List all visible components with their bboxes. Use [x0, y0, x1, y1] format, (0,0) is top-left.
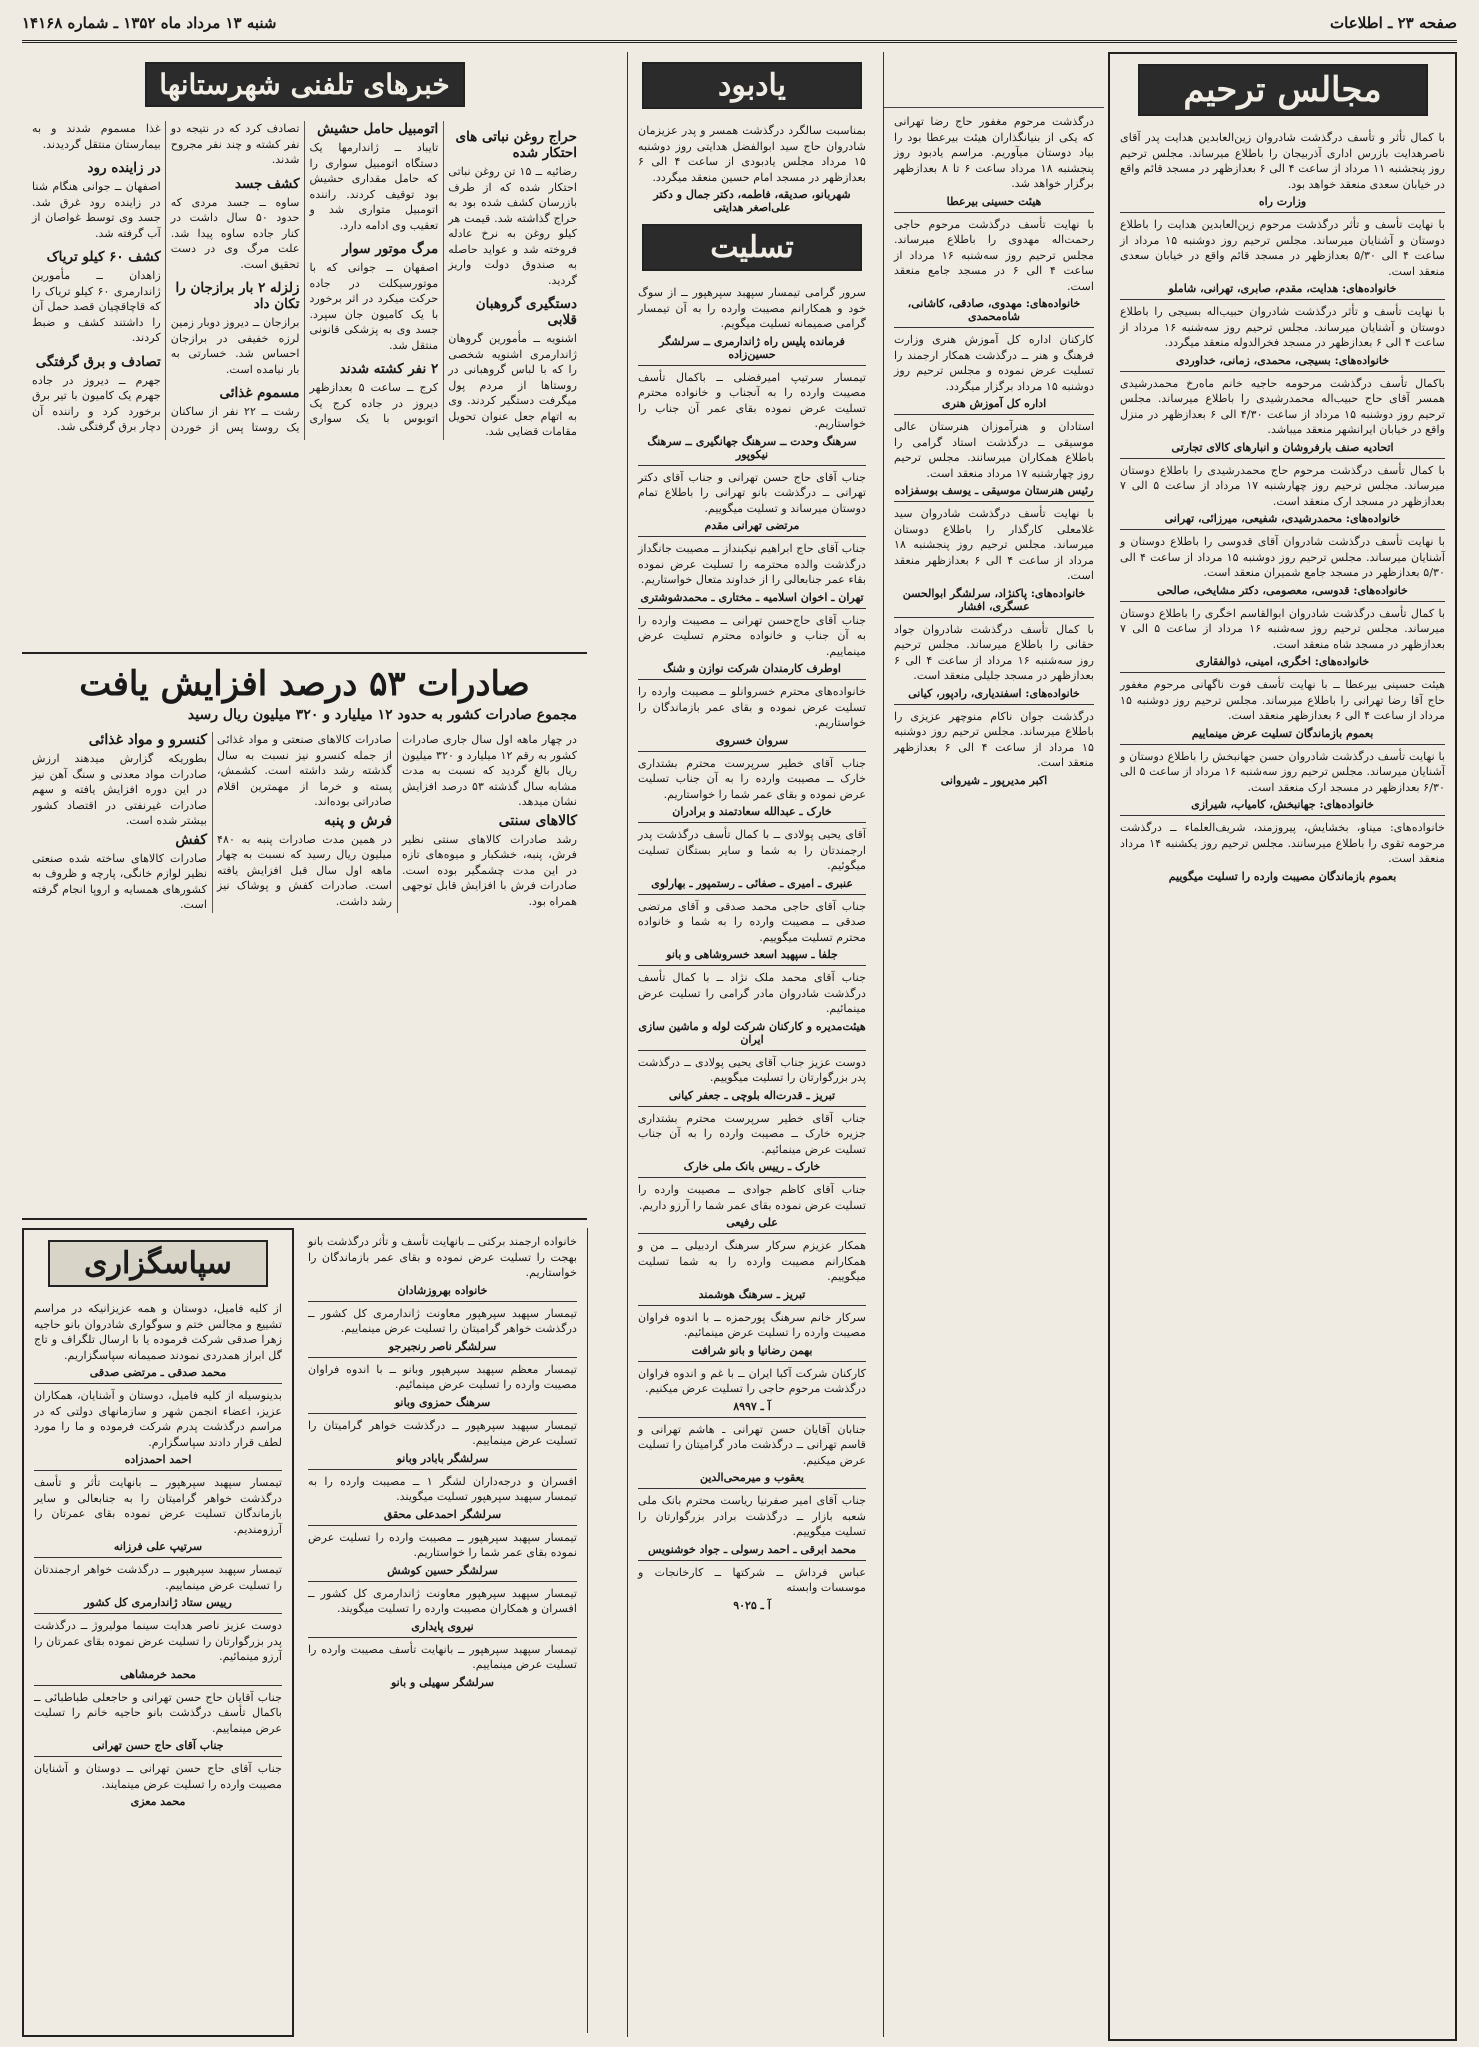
col2-notices: [884, 108, 1104, 787]
notice: تیمسار سپهبد سپرهپور ــ بانهایت تأسف مصیبت وارده را تسلیت عرض مینماییم. سرلشگر سهیلی و بانو: [308, 1642, 577, 1689]
notice: جناب آقای محمد ملک نژاد ــ با کمال تأسف درگذشت شادروان مادر گرامی را تسلیت عرض مینمائیم. هیئت‌مدیره و کارکنان شرکت لوله و ماشین سازی ایران: [638, 970, 866, 1051]
notice: درگذشت جوان ناکام منوچهر عزیزی را باطلاع میرساند. مجلس ترحیم روز دوشنبه ۱۵ مرداد از ساعت ۴ الی ۶ بعدازظهر منعقد است. اکبر مدیرپور ـ شیروانی: [894, 709, 1094, 787]
exports-subheading: مجموع صادرات کشور به حدود ۱۲ میلیارد و ۳۲۰ میلیون ریال رسید: [187, 707, 577, 723]
sepas-notices: [24, 1295, 292, 1808]
notice: با نهایت تأسف درگذشت شادروان آقای قدوسی را باطلاع دوستان و آشنایان میرساند. مجلس ترحیم روز دوشنبه ۱۵ مرداد از ساعت ۴ الی ۵/۳۰ بعدازظهر در مسجد جامع شمیران منعقد است. خانواده‌های: قدوسی، معصومی، دکتر مشایخی، صالحی: [1120, 534, 1445, 602]
majales-tarhim-section: [1108, 52, 1457, 2041]
exports-body: [22, 726, 587, 913]
exports-paragraph: در همین مدت صادرات پنبه به ۴۸۰ میلیون ریال رسید که نسبت به چهار ماهه اول سال قبل افزایش یافته است. صادرات کفش و پوشاک نیز رشد داشت.: [217, 832, 392, 908]
notice: با کمال تأثر و تأسف درگذشت شادروان زین‌العابدین هدایت پدر آقای ناصرهدایت بازرس اداری آذربیجان را باطلاع میرساند. مجلس ترحیم روز پنجشنبه ۱۱ مرداد از ساعت ۴ الی ۶ بعدازظهر در مسجد قائم واقع در خیابان سعدی منعقد خواهد بود. وزارت راه: [1120, 130, 1445, 213]
notice: استادان و هنرآموزان هنرستان عالی موسیقی ــ درگذشت استاد گرامی را باطلاع همکاران میرسانند. مجلس ترحیم روز چهارشنبه ۱۷ مرداد منعقد است. رئیس هنرستان موسیقی ـ یوسف بوسفزاده: [894, 419, 1094, 502]
notice: از کلیه فامیل، دوستان و همه عزیزانیکه در مراسم تشییع و مجالس ختم و سوگواری شادروان بانو حاجیه زهرا صدقی شرکت فرموده یا با ارسال تلگراف و تاج گل ابراز همدردی نمودند صمیمانه سپاسگزاریم. محمد صدقی ـ مرتضی صدقی: [34, 1301, 282, 1384]
notice: جناب آقای حاج‌حسن تهرانی ــ مصیبت وارده را به آن جناب و خانواده محترم تسلیت عرض مینماییم. اوطرف کارمندان شرکت نوازن و شنگ: [638, 613, 866, 681]
notice: باکمال تأسف درگذشت مرحومه حاجیه خانم ماه‌رخ محمدرشیدی همسر آقای حاج حبیب‌اله محمدرشیدی را باطلاع میرساند. مجلس ترحیم روز دوشنبه ۱۵ مرداد از ساعت ۴/۳۰ الی ۶ بعدازظهر در منزل واقع در خیابان ایرانشهر منعقد میباشد. اتحادیه صنف بارفروشان و انبارهای کالای تجارتی: [1120, 376, 1445, 459]
notice: جناب آقای خطیر سرپرست محترم بشتداری خارک ــ مصیبت وارده را به آن جناب تسلیت عرض نموده و بقای عمر شما را خواستاریم. خارک ـ عبدالله سعادتمند و برادران: [638, 756, 866, 824]
majales-notices: [1110, 124, 1455, 883]
news-item: مرگ موتور سوار اصفهان ــ جوانی که با موتورسیکلت در جاده حرکت میکرد در اثر برخورد با یک کامیون جان سپرد. جسد وی به پزشکی قانونی منتقل شد.: [309, 241, 439, 352]
telegraph-items: [22, 115, 587, 440]
notice: سرور گرامی تیمسار سپهبد سپرهپور ــ از سوگ خود و همکارانم مصیبت وارده را به آن تیمسار گرامی صمیمانه تسلیت میگویم. فرمانده پلیس راه ژاندارمری ــ سرلشگر حسین‌زاده: [638, 285, 866, 366]
notice: عباس فرداش ــ شرکتها ــ کارخانجات و موسسات وابسته آ ـ ۹۰۲۵: [638, 1565, 866, 1612]
news-item: دستگیری گروهبان قلابی اشنویه ــ مأمورین گروهان ژاندارمری اشنویه شخصی را که با لباس گروهبانی در روستاها از مردم پول میگرفت دستگیر کردند. وی به اتهام جعل عنوان تحویل مقامات قضایی شد.: [448, 296, 577, 438]
notice: تیمسار سپهبد سپرهپور معاونت ژاندارمری کل کشور ــ درگذشت خواهر گرامیتان را تسلیت عرض مینماییم. سرلشگر ناصر رنجبرجو: [308, 1306, 577, 1358]
notice: با کمال تأسف درگذشت شادروان جواد حقانی را باطلاع میرساند. مجلس ترحیم روز سه‌شنبه ۱۶ مرداد از ساعت ۴ الی ۶ بعدازظهر در مسجد جلیلی منعقد است. خانواده‌های: اسفندیاری، رادپور، کیانی: [894, 622, 1094, 705]
tasliat-banner: تسلیت: [642, 224, 862, 271]
notice: بمناسبت سالگرد درگذشت همسر و پدر عزیزمان شادروان حاج سید ابوالفضل هدایتی روز دوشنبه ۱۵ مرداد مجلس یادبودی از ساعت ۴ الی ۶ بعدازظهر در مسجد امام حسین منعقد میگردد. شهربانو، صدیقه، فاطمه، دکتر جمال و دکتر علی‌اصغر هدایتی: [638, 124, 866, 214]
news-item: حراج روغن نباتی های احتکار شده رضائیه ــ ۱۵ تن روغن نباتی احتکار شده که از طرف بازرسان کشف شده بود به حراج گذاشته شد. قیمت هر کیلو روغن به نرخ عادله فروخته شد و عواید حاصله به صندوق دولت واریز گردید.: [448, 129, 578, 287]
page-header: [22, 6, 1457, 43]
news-item: اتومبیل حامل حشیش تایباد ــ ژاندارمها یک دستگاه اتومبیل سواری را که حامل مقداری حشیش بود توقیف کردند. راننده اتومبیل متواری شد و تعقیب وی ادامه دارد.: [309, 121, 439, 232]
exports-paragraph: در چهار ماهه اول سال جاری صادرات کشور به رقم ۱۲ میلیارد و ۳۲۰ میلیون ریال بالغ گردید که نسبت به مدت مشابه سال گذشته ۵۳ درصد افزایش نشان میدهد.: [402, 733, 578, 808]
news-item: کشف جسد ساوه ــ جسد مردی که حدود ۵۰ سال داشت در کنار جاده ساوه پیدا شد. علت مرگ وی در دست تحقیق است.: [170, 175, 300, 271]
notice: تیمسار سرتیپ امیرفضلی ــ باکمال تأسف مصیبت وارده را به آنجناب و خانواده محترم تسلیت عرض نموده بقای عمر آن جناب را خواستاریم. سرهنگ وحدت ــ سرهنگ جهانگیری ــ سرهنگ نیکوپور: [638, 370, 866, 466]
notice: با نهایت تأسف درگذشت شادروان حسن جهانبخش را باطلاع دوستان و آشنایان میرساند. مجلس ترحیم روز سه‌شنبه ۱۶ مرداد از ساعت ۵ الی ۶/۳۰ بعدازظهر در مسجد ارک منعقد است. خانواده‌های: جهانبخش، کامیاب، شیرازی: [1120, 749, 1445, 817]
notice: دوست عزیز ناصر هدایت سینما مولیروژ ــ درگذشت پدر بزرگوارتان را تسلیت عرض نموده بقای عمرتان را آرزو مینمائیم. محمد خرمشاهی: [34, 1618, 282, 1686]
notice: با نهایت تأسف و تأثر درگذشت شادروان حبیب‌اله بسیجی را باطلاع دوستان و آشنایان میرساند. مجلس ترحیم روز سه‌شنبه ۱۶ مرداد از ساعت ۴ الی ۶ بعدازظهر در مسجد فخرالدوله منعقد میگردد. خانواده‌های: بسیجی، محمدی، زمانی، خداوردی: [1120, 304, 1445, 372]
notice: بدینوسیله از کلیه فامیل، دوستان و آشنایان، همکاران عزیز، اعضاء انجمن شهر و سازمانهای دولتی که در مراسم درگذشت پدرم شرکت فرموده و ما را مورد لطف قرار دادند سپاسگزارم. احمد احمدزاده: [34, 1388, 282, 1471]
notice: جناب آقایان حاج حسن تهرانی و حاجعلی طباطبائی ــ باکمال تأسف درگذشت بانو حاجیه خانم را تسلیت عرض مینماییم. جناب آقای حاج حسن تهرانی: [34, 1690, 282, 1758]
exports-paragraph: صادرات کالاهای ساخته شده صنعتی نظیر لوازم خانگی، پارچه و ظروف به کشورهای همسایه و اروپا انجام گرفته است.: [32, 851, 207, 911]
majales-tarhim-banner: مجالس ترحیم: [1138, 64, 1428, 116]
notice: جناب آقای کاظم جوادی ــ مصیبت وارده را تسلیت عرض نموده بقای عمر شما را آرزو داریم. علی رفیعی: [638, 1182, 866, 1234]
notice: جناب آقای امیر صفرنیا ریاست محترم بانک ملی شعبه بازار ــ درگذشت برادر بزرگوارتان را تسلیت میگوییم. محمد ابرقی ـ احمد رسولی ـ جواد خوشنویس: [638, 1493, 866, 1561]
notice: جناب آقای حاج ابراهیم نیکبنداز ــ مصیبت جانگداز درگذشت والده محترمه را تسلیت عرض نموده بقاء عمر جنابعالی را از خداوند متعال خواستاریم. تهران ـ اخوان اسلامیه ـ مختاری ـ محمدشوشتری: [638, 541, 866, 609]
notice: تیمسار سپهبد سپرهپور معاونت ژاندارمری کل کشور ــ افسران و همکاران مصیبت وارده را تسلیت میگویند. نیروی پایداری: [308, 1586, 577, 1638]
notice: با کمال تأسف درگذشت شادروان ابوالقاسم اخگری را باطلاع دوستان میرساند. مجلس ترحیم روز سه‌شنبه ۱۶ مرداد از ساعت ۵ الی ۷ بعدازظهر در مسجد شاه منعقد است. خانواده‌های: اخگری، امینی، ذوالفقاری: [1120, 606, 1445, 674]
news-item: مسموم غذائی رشت ــ ۲۲ نفر از ساکنان یک روستا پس از خوردن غذا مسموم شدند و به بیمارستان منتقل گردیدند.: [32, 122, 300, 434]
exports-subheading: کنسرو و مواد غذائی: [88, 732, 207, 748]
news-item: تصادف و برق گرفتگی جهرم ــ دیروز در جاده جهرم یک کامیون با تیر برق برخورد کرد و راننده آن دچار برق گرفتگی شد.: [32, 353, 161, 433]
news-item: زلزله ۲ بار برازجان را تکان داد برازجان ــ دیروز دوبار زمین لرزه خفیفی در برازجان احساس شد. خسارتی به بار نیامده است.: [170, 280, 300, 376]
notice: درگذشت مرحوم مغفور حاج رضا تهرانی که یکی از بنیانگذاران هیئت بیرعطا بود را بیاد دوستان میآوریم. مراسم یادبود روز پنجشنبه ۱۸ مرداد ساعت ۶ تا ۸ بعدازظهر برگزار خواهد شد. هیئت حسینی بیرعطا: [894, 114, 1094, 213]
header-page-number: صفحه ۲۳ ـ اطلاعات: [1330, 14, 1457, 32]
notice: خانواده‌های محترم خسروانلو ــ مصیبت وارده را تسلیت عرض نموده و بقای عمر بازماندگان را خواستاریم. سروان خسروی: [638, 684, 866, 752]
notice: تیمسار سپهبد سپرهپور ــ درگذشت خواهر ارجمندتان را تسلیت عرض مینماییم. رییس ستاد ژاندارمری کل کشور: [34, 1562, 282, 1614]
notice: با نهایت تأسف درگذشت مرحوم حاجی رحمت‌اله مهدوی را باطلاع میرساند. مجلس ترحیم روز سه‌شنبه ۱۶ مرداد از ساعت ۴ الی ۶ در مسجد جامع منعقد است. خانواده‌های: مهدوی، صادقی، کاشانی، شاه‌محمدی: [894, 217, 1094, 329]
notice: با نهایت تأسف و تأثر درگذشت مرحوم زین‌العابدین هدایت را باطلاع دوستان و آشنایان میرساند. مجلس ترحیم روز دوشنبه ۱۵ مرداد از ساعت ۴ الی ۵/۳۰ بعدازظهر در مسجد قائم واقع در خیابان سعدی منعقد است. خانواده‌های: هدایت، مقدم، صابری، تهرانی، شاملو: [1120, 217, 1445, 300]
notice: همکار عزیزم سرکار سرهنگ اردبیلی ــ من و همکارانم مصیبت وارده را به شما تسلیت میگوییم. تبریز ـ سرهنگ هوشمند: [638, 1238, 866, 1306]
notice: افسران و درجه‌داران لشگر ۱ ــ مصیبت وارده را به تیمسار سپهبد سپرهپور تسلیت میگویند. سرلشگر احمدعلی محقق: [308, 1474, 577, 1526]
exports-subheading: کالاهای سنتی: [498, 812, 577, 829]
exports-paragraph: بطوریکه گزارش میدهند ارزش صادرات مواد معدنی و سنگ آهن نیز در این دوره افزایش یافته و سهم صادرات غیرنفتی در اقتصاد کشور بیشتر شده است.: [32, 752, 207, 827]
notice: جناب آقای حاجی محمد صدقی و آقای مرتضی صدقی ــ مصیبت وارده را به شما و خانواده محترم تسلیت میگوییم. جلفا ـ سپهبد اسعد خسروشاهی و بانو: [638, 899, 866, 967]
notice: آقای یحیی پولادی ــ با کمال تأسف درگذشت پدر ارجمندتان را به شما و سایر بستگان تسلیت میگوئیم. عنبری ـ امیری ـ صفائی ـ رستمپور ـ بهارلوی: [638, 827, 866, 895]
notice: با نهایت تأسف درگذشت شادروان سید غلامعلی کارگذار را باطلاع دوستان میرساند. مجلس ترحیم روز پنجشنبه ۱۸ مرداد از ساعت ۴ الی ۶ بعدازظهر منعقد است. خانواده‌های: پاکنژاد، سرلشگر ابوالحسن عسگری، افشار: [894, 506, 1094, 618]
header-date: شنبه ۱۳ مرداد ماه ۱۳۵۲ ـ شماره ۱۴۱۶۸: [22, 14, 277, 32]
notice: تیمسار معظم سپهبد سپرهپور وبانو ــ با اندوه فراوان مصیبت وارده را تسلیت عرض مینمائیم. سرهنگ حمزوی وبانو: [308, 1362, 577, 1414]
notice: جنابان آقایان حسن تهرانی ـ هاشم تهرانی و قاسم تهرانی ــ درگذشت مادر گرامیتان را تسلیت عرض میکنیم. یعقوب و میرمحی‌الدین: [638, 1422, 866, 1490]
tasliat-continued-section: [298, 1228, 588, 2033]
notice: جناب آقای خطیر سرپرست محترم بشتداری جزیره خارک ــ مصیبت وارده را به آن جناب تسلیت عرض مینمائیم. خارک ـ رییس بانک ملی خارک: [638, 1111, 866, 1179]
exports-subheading: کفش: [175, 831, 207, 848]
notice: جناب آقای حاج حسن تهرانی ــ دوستان و آشنایان مصیبت وارده را تسلیت عرض مینمایند. محمد معزی: [34, 1762, 282, 1808]
notice: با کمال تأسف درگذشت مرحوم حاج محمدرشیدی را باطلاع دوستان میرساند. مجلس ترحیم روز چهارشنبه ۱۷ مرداد از ساعت ۵ الی ۷ بعدازظهر در مسجد ارک منعقد است. خانواده‌های: محمدرشیدی، شفیعی، میرزائی، تهرانی: [1120, 463, 1445, 531]
tasliat2-notices: [298, 1228, 587, 1689]
notice: کارکنان اداره کل آموزش هنری وزارت فرهنگ و هنر ــ درگذشت همکار ارجمند را تسلیت عرض نموده و مجلس ترحیم روز دوشنبه ۱۵ مرداد برگزار میگردد. اداره کل آموزش هنری: [894, 332, 1094, 415]
tasliat-notices: [628, 279, 876, 1612]
exports-paragraph: صادرات کالاهای صنعتی و مواد غذائی از جمله کنسرو نیز نسبت به سال گذشته رشد داشته است. کشمش، پسته و خرما از مهمترین اقلام صادراتی بوده‌اند.: [217, 733, 392, 808]
notice: خانواده ارجمند برکتی ــ بانهایت تأسف و تأثر درگذشت بانو بهجت را تسلیت عرض نموده و بقای عمر بازماندگان را خواستاریم. خانواده بهروزشادان: [308, 1234, 577, 1302]
sepasgozari-section: [22, 1228, 294, 2037]
notice: کارکنان شرکت آکبا ایران ــ با غم و اندوه فراوان درگذشت مرحوم حاجی را تسلیت عرض میکنیم. آ ـ ۸۹۹۷: [638, 1366, 866, 1418]
center-right-column: [883, 52, 1104, 2037]
notice: دوست عزیز جناب آقای یحیی پولادی ــ درگذشت پدر بزرگوارتان را تسلیت میگوییم. تبریز ـ قدرت‌اله بلوچی ـ جعفر کیانی: [638, 1055, 866, 1107]
yadbood-tasliat-column: [627, 52, 876, 2037]
news-item: در زاینده رود اصفهان ــ جوانی هنگام شنا در زاینده رود غرق شد. جسد وی توسط غواصان از آب گرفته شد.: [32, 160, 161, 240]
telegraph-news-section: [22, 52, 587, 654]
news-item: کشف ۶۰ کیلو تریاک زاهدان ــ مأمورین ژاندارمری ۶۰ کیلو تریاک را که قاچاقچیان قصد حمل آن را داشتند کشف و ضبط کردند.: [32, 249, 161, 344]
notice: تیمسار سپهبد سپرهپور ــ مصیبت وارده را تسلیت عرض نموده بقای عمر شما را خواستاریم. سرلشگر حسین کوشش: [308, 1530, 577, 1582]
exports-article: [22, 658, 587, 1220]
notice: جناب آقای حاج حسن تهرانی و جناب آقای دکتر تهرانی ــ درگذشت بانو تهرانی را باطلاع تمام دوستان میرساند و تسلیت میگوییم. مرتضی تهرانی مقدم: [638, 470, 866, 538]
telegraph-banner: خبرهای تلفنی شهرستانها: [145, 62, 465, 107]
exports-paragraph: رشد صادرات کالاهای سنتی نظیر فرش، پنبه، خشکبار و میوه‌های تازه در این مدت چشمگیر بوده است. صادرات فرش با افزایش قابل توجهی همراه بود.: [402, 832, 577, 908]
faint-masthead: [884, 52, 1104, 108]
exports-headline: صادرات ۵۳ درصد افزایش یافت: [79, 664, 530, 704]
yadbood-notices: [628, 117, 876, 214]
notice: خانواده‌های: میناو، بخشایش، پیروزمند، شریف‌العلماء ــ درگذشت مرحومه تقوی را باطلاع میرسانند. مجلس ترحیم روز یکشنبه ۱۴ مرداد منعقد است. بعموم بازماندگان مصیبت وارده را تسلیت میگوییم: [1120, 821, 1445, 883]
sepasgozari-banner: سپاسگزاری: [48, 1240, 268, 1287]
notice: تیمسار سپهبد سپرهپور ــ درگذشت خواهر گرامیتان را تسلیت عرض مینماییم. سرلشگر بابادر وبانو: [308, 1418, 577, 1470]
news-item: ۲ نفر کشته شدند کرج ــ ساعت ۵ بعدازظهر دیروز در جاده کرج یک اتوبوس با یک سواری تصادف کرد که در نتیجه دو نفر کشته و چند نفر مجروح شدند.: [170, 122, 439, 425]
notice: تیمسار سپهبد سپرهپور ــ بانهایت تأثر و تأسف درگذشت خواهر گرامیتان را به جنابعالی و سایر بازماندگان تسلیت عرض نموده بقای عمرتان را آرزومندیم. سرتیپ علی فرزانه: [34, 1475, 282, 1558]
notice: هیئت حسینی بیرعطا ــ با نهایت تأسف فوت ناگهانی مرحوم مغفور حاج آقا رضا تهرانی را باطلاع میرساند. مجلس ترحیم روز دوشنبه ۱۵ مرداد از ساعت ۴ الی ۶ بعدازظهر منعقد است. بعموم بازماندگان تسلیت عرض مینماییم: [1120, 677, 1445, 745]
notice: سرکار خانم سرهنگ پورحمزه ــ با اندوه فراوان مصیبت وارده را تسلیت عرض مینمائیم. بهمن رضانیا و بانو شرافت: [638, 1310, 866, 1362]
exports-subheading: فرش و پنبه: [324, 812, 392, 829]
yadbood-banner: یادبود: [642, 62, 862, 109]
